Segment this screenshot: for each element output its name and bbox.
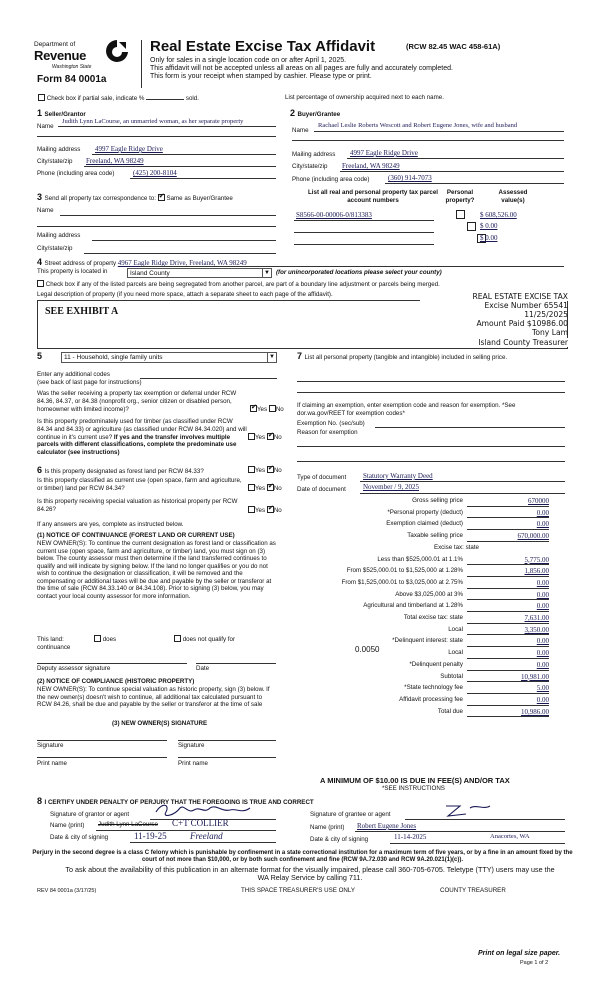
- calc-row-value[interactable]: 7,631.00: [467, 614, 549, 624]
- county-treasurer-label: COUNTY TREASURER: [440, 887, 506, 894]
- timber-question-text: Is this property predominately used for timber (as classified under RCW 84.34 and 84.33) or agriculture (as classified under RCW 84.34.020) and will continue in it's current use?: [37, 418, 247, 441]
- calc-row: [297, 637, 549, 648]
- calc-row: [297, 614, 549, 625]
- section7-label-row: 7 List all personal property (tangible and intangible) included in selling price.: [297, 351, 508, 361]
- chevron-down-icon: ▼: [262, 269, 271, 278]
- if-yes-note: If any answers are yes, complete as instructed below.: [37, 521, 184, 528]
- calc-row: [297, 661, 549, 672]
- reason-label: Reason for exemption: [297, 429, 358, 436]
- q2-no-label: No: [273, 434, 282, 441]
- parcel-number[interactable]: S8566-00-00006-0/813383: [296, 211, 372, 219]
- calc-row-label: *Personal property (deduct): [387, 508, 463, 516]
- current-use-no-label: No: [273, 485, 282, 492]
- header-sub1: Only for sales in a single location code on or after April 1, 2025.: [150, 57, 347, 64]
- personal-property-checkbox-1[interactable]: [456, 210, 465, 219]
- calc-row-value[interactable]: 0.00: [467, 637, 549, 647]
- calc-row-label: Local: [448, 649, 463, 657]
- timber-question: [37, 418, 247, 457]
- dept-line2: Revenue: [34, 48, 87, 63]
- see-back-note: (see back of last page for instructions): [37, 379, 142, 386]
- q1-no-label: No: [275, 406, 284, 413]
- claim-exemption-note: If claiming an exemption, enter exemption code and reason for exemption. *See dor.wa.gov/REET for exemption codes*: [297, 402, 516, 417]
- assessed-value-1[interactable]: $ 608,526.00: [480, 211, 517, 219]
- calc-row-value[interactable]: 5,775.00: [467, 556, 549, 566]
- buyer-phone-value[interactable]: (360) 914-7073: [388, 174, 432, 182]
- calc-row: [297, 626, 549, 637]
- grantor-name-value[interactable]: Judith Lynn LaCourse: [98, 821, 158, 828]
- parcel-heading: List all real and personal property tax parcel account numbers: [308, 189, 438, 204]
- does-not-label: does not qualify for: [182, 636, 236, 643]
- this-land-label: This land:: [37, 636, 64, 643]
- grantor-name-label: Name (print): [50, 822, 85, 829]
- calc-row-value[interactable]: 5.00: [467, 684, 549, 694]
- calc-row-value[interactable]: 10,981.00: [467, 673, 549, 683]
- calc-row: [297, 579, 549, 590]
- ownership-note: List percentage of ownership acquired next to each name.: [285, 94, 444, 101]
- legal-size-note: Print on legal size paper.: [478, 950, 561, 957]
- historic-yes-label: Yes: [255, 507, 266, 514]
- buyer-name-value[interactable]: Rachael Leslie Roberts Wescott and Robert Eugene Jones, wife and husband: [318, 122, 518, 129]
- doc-type-value[interactable]: Statutory Warranty Deed: [363, 472, 433, 480]
- calc-row-value[interactable]: 0.00: [467, 520, 549, 530]
- dor-logo-icon: [104, 38, 130, 66]
- segregated-checkbox[interactable]: [37, 280, 44, 287]
- notice2-heading: (2) NOTICE OF COMPLIANCE (HISTORIC PROPERTY): [37, 678, 195, 685]
- q2-yes-no: [248, 433, 282, 442]
- section4-street-row: 4 Street address of property 4967 Eagle Ridge Drive, Freeland, WA 98249: [37, 257, 247, 267]
- certify-row: 8 I CERTIFY UNDER PENALTY OF PERJURY THAT THE FOREGOING IS TRUE AND CORRECT: [37, 796, 314, 806]
- calc-row-label: Exemption claimed (deduct): [386, 520, 463, 528]
- calc-row: [297, 520, 549, 531]
- q1-yes-checkbox[interactable]: [250, 405, 257, 412]
- street-value[interactable]: 4967 Eagle Ridge Drive, Freeland, WA 98249: [117, 259, 247, 267]
- deputy-signature-label: Deputy assessor signature: [37, 665, 111, 672]
- does-checkbox[interactable]: [94, 635, 101, 642]
- q2-yes-checkbox[interactable]: [248, 433, 255, 440]
- calc-row-value[interactable]: 670,000.00: [467, 532, 549, 542]
- doc-type-label: Type of document: [297, 474, 347, 481]
- seller-phone-value[interactable]: (425) 200-8104: [133, 169, 177, 177]
- calc-row: [297, 684, 549, 695]
- deputy-date-label: Date: [196, 665, 210, 672]
- form-title: Real Estate Excise Tax Affidavit: [150, 38, 376, 55]
- calc-row-value[interactable]: 0.00: [467, 696, 549, 706]
- notice1-body: NEW OWNER(S): To continue the current designation as forest land or classification as current use (open space, farm and agriculture, or timber) land, you must sign on (3) below. The county assessor must then determine if the land transferred continues to qualify and will indicate by signing below. If the land no longer qualifies or you do not wish to continue the designation or classification, it will be removed and the compensating or additional taxes will be due and payable by the seller or transferor at the time of sale (RCW 84.33.140 or 84.34.108). Prior to signing (3) below, you may contact your local county assessor for more information.: [37, 540, 276, 600]
- grantee-city[interactable]: Anacortes, WA: [490, 833, 530, 840]
- seller-mailing-value[interactable]: 4997 Eagle Ridge Drive: [95, 145, 163, 153]
- calc-row-label: *Delinquent interest: state: [392, 637, 463, 645]
- seller-phone-label: Phone (including area code): [37, 170, 115, 177]
- section3-mailing-label: Mailing address: [37, 232, 81, 239]
- excise-stamp: [420, 292, 568, 347]
- q1-yes-label: Yes: [257, 406, 268, 413]
- calc-row-label: Total due: [437, 707, 463, 715]
- calc-row-label: Taxable selling price: [407, 532, 463, 540]
- buyer-phone-label: Phone (including area code): [292, 176, 370, 183]
- seller-city-value[interactable]: Freeland, WA 98249: [86, 157, 144, 165]
- located-label: This property is located in: [37, 268, 108, 275]
- forest-question-row: 6 Is this property designated as forest land per RCW 84.33?: [37, 465, 204, 475]
- buyer-heading: Buyer/Grantee: [297, 111, 341, 118]
- form-rcw: (RCW 82.45 WAC 458-61A): [406, 42, 501, 51]
- partial-sale-label: Check box if partial sale, indicate %: [46, 95, 145, 102]
- land-use-select[interactable]: [61, 352, 277, 363]
- calc-row: [297, 649, 549, 660]
- assessed-value-3[interactable]: $ 0.00: [480, 234, 498, 242]
- forest-question: Is this property designated as forest land per RCW 84.33?: [44, 468, 204, 475]
- q1-yes-no: [250, 405, 284, 414]
- calc-row: [297, 708, 549, 719]
- calc-row: [297, 696, 549, 707]
- alt-format-note: To ask about the availability of this publication in an alternate format for the visually impaired, please call 360-705-6705. Teletype (TTY) users may use the WA Relay Service by calling 711.: [65, 865, 555, 883]
- grantee-date-city-label: Date & city of signing: [310, 836, 369, 843]
- notice3-heading: (3) NEW OWNER(S) SIGNATURE: [112, 720, 208, 727]
- assessed-value-2[interactable]: $ 0.00: [480, 222, 498, 230]
- current-use-no-checkbox[interactable]: [267, 484, 274, 491]
- calc-row-value[interactable]: 0.00: [467, 649, 549, 659]
- partial-sale-sold: sold.: [185, 95, 199, 102]
- buyer-name-label: Name: [292, 127, 309, 134]
- calc-row-value[interactable]: 1,856.00: [467, 567, 549, 577]
- calc-row: [297, 602, 549, 613]
- grantor-date[interactable]: 11-19-25: [134, 831, 167, 841]
- q6a-yes-no: [248, 466, 282, 475]
- calc-row-value[interactable]: 0.00: [467, 579, 549, 589]
- calc-row-label: From $525,000.01 to $1,525,000 at 1.28%: [346, 567, 463, 575]
- historic-question: Is this property receiving special valuation as historical property per RCW 84.26?: [37, 498, 238, 513]
- calc-row: [297, 544, 549, 555]
- does-option: [94, 635, 116, 644]
- buyer-mailing-label: Mailing address: [292, 151, 336, 158]
- exemption-question: Was the seller receiving a property tax exemption or deferral under RCW 84.36, 84.37, or 84.38 (nonprofit org., senior citizen or disabled person, homeowner with limited income)?: [37, 390, 237, 413]
- calc-row: [297, 532, 549, 543]
- q2-yes-label: Yes: [255, 434, 266, 441]
- buyer-mailing-value[interactable]: 4997 Eagle Ridge Drive: [350, 149, 418, 157]
- calc-row-label: Excise tax: state: [433, 543, 479, 551]
- add-codes-label: Enter any additional codes: [37, 371, 110, 378]
- seller-city-label: City/state/zip: [37, 158, 73, 165]
- section7-label: List all personal property (tangible and intangible) included in selling price.: [304, 354, 508, 361]
- partial-sale-checkbox[interactable]: [38, 94, 45, 101]
- calc-row-label: Above $3,025,000 at 3%: [395, 590, 463, 598]
- buyer-city-value[interactable]: Freeland, WA 98249: [342, 162, 400, 170]
- forest-yes-label: Yes: [255, 467, 266, 474]
- stamp-line1: REAL ESTATE EXCISE TAX: [420, 292, 568, 301]
- new-owner-print-label: Print name: [37, 760, 67, 767]
- q2-no-checkbox[interactable]: [267, 433, 274, 440]
- see-instructions: *SEE INSTRUCTIONS: [382, 785, 445, 792]
- same-as-buyer-label: Same as Buyer/Grantee: [166, 195, 233, 202]
- exhibit-text: SEE EXHIBIT A: [45, 306, 119, 317]
- section3-city-label: City/state/zip: [37, 245, 73, 252]
- county-select[interactable]: [127, 268, 272, 278]
- continuance-label: continuance: [37, 644, 71, 651]
- forest-no-label: No: [273, 467, 282, 474]
- unincorp-note: (for unincorporated locations please select your county): [276, 269, 442, 276]
- calc-row: [297, 556, 549, 567]
- dept-line3: Washington State: [52, 64, 92, 70]
- calc-row-value[interactable]: 0.00: [467, 602, 549, 612]
- calc-row-label: Total excise tax: state: [403, 614, 463, 621]
- grantor-city[interactable]: Freeland: [190, 831, 223, 841]
- minimum-due: A MINIMUM OF $10.00 IS DUE IN FEE(S) AND/OR TAX: [320, 776, 510, 785]
- exemption-no-label: Exemption No. (sec/sub): [297, 420, 365, 427]
- notice2-body: NEW OWNER(S): To continue special valuation as historic property, sign (3) below. If the new owner(s) doesn't wish to continue, all additional tax calculated pursuant to RCW 84.26, shall be due and payable by the seller or transferor at the time of sale: [37, 686, 270, 709]
- doc-date-label: Date of document: [297, 486, 346, 493]
- perjury-note: Perjury in the second degree is a class C felony which is punishable by confinement in a state correctional institution for a maximum term of five years, or by a fine in an amount fixed by the court of not more than $10,000, or by both such confinement and fine (RCW 9A.72.030 and RCW 9A.20.021(1)(c)).: [32, 850, 573, 864]
- chevron-down-icon: ▼: [267, 353, 276, 362]
- q1-no-checkbox[interactable]: [269, 405, 276, 412]
- grantor-signature-label: Signature of grantor or agent: [50, 811, 130, 818]
- personal-heading: Personal property?: [445, 189, 475, 204]
- stamp-line3: 11/25/2025: [524, 310, 568, 320]
- grantee-date[interactable]: 11-14-2025: [394, 833, 427, 841]
- segregated-label: Check box if any of the listed parcels are being segregated from another parcel, are part of a boundary line adjustment or parcels being merged.: [45, 281, 440, 288]
- stamp-line5: Tony Lam: [532, 328, 568, 338]
- does-label: does: [102, 636, 117, 643]
- form-number: Form 84 0001a: [37, 74, 107, 85]
- new-owner-signature2-label: Signature: [178, 742, 205, 749]
- grantee-name-label: Name (print): [310, 824, 345, 831]
- calc-row-value[interactable]: 0.00: [467, 661, 549, 671]
- timber-question-note: If yes and the transfer involves multiple parcels with different classifications, complete the predominate use calculator (see instructions): [37, 433, 237, 456]
- local-rate: 0.0050: [355, 645, 380, 654]
- calc-row-label: Agricultural and timberland at 1.28%: [363, 602, 463, 610]
- does-not-option: [174, 635, 235, 644]
- calc-row: [297, 673, 549, 684]
- grantor-date-city-label: Date & city of signing: [50, 834, 109, 841]
- calc-row-label: Subtotal: [440, 672, 463, 680]
- does-not-checkbox[interactable]: [174, 635, 181, 642]
- assessed-heading: Assessed value(s): [498, 189, 528, 204]
- calc-row-label: *Delinquent penalty: [409, 660, 463, 668]
- q6c-yes-no: [248, 506, 282, 515]
- stamp-line6: Island County Treasurer: [420, 338, 568, 347]
- calc-row: [297, 567, 549, 578]
- calc-row-value[interactable]: 10,986.00: [467, 708, 549, 718]
- historic-no-checkbox[interactable]: [267, 506, 274, 513]
- calc-row-value[interactable]: 670000: [467, 497, 549, 507]
- seller-mailing-label: Mailing address: [37, 146, 81, 153]
- forest-yes-checkbox[interactable]: [248, 466, 255, 473]
- segregated-row: [37, 280, 440, 289]
- rev-number: REV 84 0001a (3/17/25): [37, 888, 97, 894]
- seller-heading: Seller/Grantor: [44, 111, 86, 118]
- legal-label: Legal description of property (if you need more space, attach a separate sheet to each page of the affidavit).: [37, 291, 333, 298]
- calc-row-label: *State technology fee: [404, 684, 463, 692]
- calc-row-label: Less than $525,000.01 at 1.1%: [377, 555, 463, 563]
- page-number: Page 1 of 2: [520, 960, 549, 966]
- section3-heading-row: 3 Send all property tax correspondence to: ✔ Same as Buyer/Grantee: [37, 192, 233, 203]
- section3-heading: Send all property tax correspondence to:: [44, 195, 156, 202]
- street-label: Street address of property: [44, 260, 117, 267]
- q6b-yes-no: [248, 484, 282, 493]
- buyer-city-label: City/state/zip: [292, 163, 328, 170]
- grantee-signature-label: Signature of grantee or agent: [310, 811, 391, 818]
- calc-row-value[interactable]: 0.00: [467, 591, 549, 601]
- historic-yes-checkbox[interactable]: [248, 506, 255, 513]
- historic-no-label: No: [273, 507, 282, 514]
- calc-row: [297, 509, 549, 520]
- partial-sale-row: [38, 94, 199, 103]
- calc-row-value[interactable]: 3,350.00: [467, 626, 549, 636]
- section3-name-label: Name: [37, 207, 54, 214]
- calc-row-label: Affidavit processing fee: [399, 695, 463, 703]
- grantee-signature[interactable]: [440, 800, 500, 820]
- stamp-line2: Excise Number 65541: [484, 301, 568, 311]
- county-value: Island County: [130, 270, 170, 277]
- current-use-question: Is this property classified as current use (open space, farm and agriculture, or timber) land per RCW 84.34?: [37, 477, 242, 492]
- seller-name-value[interactable]: Judith Lynn LaCourse, an unmarried woman, as her separate property: [62, 118, 244, 125]
- header-sub3: This form is your receipt when stamped by cashier. Please type or print.: [150, 73, 372, 80]
- dept-line1: Department of: [34, 41, 76, 48]
- same-as-buyer-checkbox[interactable]: [158, 194, 165, 201]
- grantee-name-value[interactable]: Robert Eugene Jones: [357, 822, 417, 830]
- notice1-heading: (1) NOTICE OF CONTINUANCE (FOREST LAND OR CURRENT USE): [37, 532, 235, 539]
- doc-date-value[interactable]: November / 9, 2025: [363, 483, 419, 491]
- grantor-name-handwritten[interactable]: C+T COLLIER: [172, 818, 229, 828]
- new-owner-signature-label: Signature: [37, 742, 64, 749]
- header-sub2: This affidavit will not be accepted unless all areas on all pages are fully and accurately completed.: [150, 65, 453, 72]
- treasurer-use-label: THIS SPACE TREASURER'S USE ONLY: [241, 887, 355, 894]
- current-use-yes-label: Yes: [255, 485, 266, 492]
- calc-row: [297, 497, 549, 508]
- seller-name-label: Name: [37, 123, 54, 130]
- calc-row-label: Gross selling price: [412, 497, 463, 504]
- calc-row: [297, 591, 549, 602]
- calc-row-label: From $1,525,000.01 to $3,025,000 at 2.75%: [341, 578, 463, 586]
- current-use-yes-checkbox[interactable]: [248, 484, 255, 491]
- stamp-line4: Amount Paid $10986.00: [476, 319, 568, 329]
- new-owner-print2-label: Print name: [178, 760, 208, 767]
- forest-no-checkbox[interactable]: [267, 466, 274, 473]
- personal-property-checkbox-2[interactable]: [467, 222, 476, 231]
- certify-heading: I CERTIFY UNDER PENALTY OF PERJURY THAT THE FOREGOING IS TRUE AND CORRECT: [44, 799, 314, 806]
- affidavit-page: Department of Revenue Washington State Form 84 0001a Real Estate Excise Tax Affidavit (RCW 82.45 WAC 458-61A) Only for sales in a single location code on or after April 1, 2025. This affidavit will not be accepted unless all areas on all pages are fully and accurately completed. This form is your receipt when stamped by cashier. Please type or print. Check box if partial sale, indicate % sold. List percentage of ownership acquired next to each name. 1 Seller/Grantor Name Judith Lynn LaCourse, an unmarried woman, as her separate property Mailing address 4997 Eagle Ridge Drive City/state/zip Freeland, WA 98249 Phone (including area code) (425) 200-8104 2 Buyer/Grantee Name Rachael Leslie Roberts Wescott and Robert Eugene Jones, wife and husband Mailing address 4997 Eagle Ridge Drive City/state/zip Freeland, WA 98249 Phone (including area code) (360) 914-7073 3 Send all property tax correspondence to: ✔ Same as Buyer/Grantee Name Mailing address City/state/zip List all real and personal property tax parcel account numbers Personal property? Assessed value(s) S8566-00-00006-0/813383 $ 608,526.00 $ 0.00 $ 0.00 4 Street address of property 4967 Eagle Ridge Drive, Freeland, WA 98249 This property is located in Island County ▼ (for unincorporated locations please select your county) Check box if any of the listed parcels are being segregated from another parcel, are part of a boundary line adjustment or parcels being merged. Legal description of property (if you need more space, attach a separate sheet to each page of the affidavit). SEE EXHIBIT A REAL ESTATE EXCISE TAX Excise Number 65541 11/25/2025 Amount Paid $10986.00 Tony Lam Island County Treasurer 5 11 - Household, single family units ▼ Enter any additional codes (see back of last page for instructions) Was the seller receiving a property tax exemption or deferral under RCW 84.36, 84.37, or 84.38 (nonprofit org., senior citizen or disabled person, homeowner with limited income)? ✔ Yes No Is this property predominately used for timber (as classified under RCW 84.34 and 84.33) or agriculture (as classified under RCW 84.34.020) and will continue in it's current use? If yes and the transfer involves multiple parcels with different classifications, complete the predominate use calculator (see instructions) Yes ✔ No 6 Is this property designated as forest land per RCW 84.33? Yes ✔ No Is this property classified as current use (open space, farm and agriculture, or timber) land per RCW 84.34? Yes ✔ No Is this property receiving special valuation as historical property per RCW 84.26? Yes ✔ No If any answers are yes, complete as instructed below. (1) NOTICE OF CONTINUANCE (FOREST LAND OR CURRENT USE) NEW OWNER(S): To continue the current designation as forest land or classification as current use (open space, farm and agriculture, or timber) land, you must sign on (3) below. The county assessor must then determine if the land transferred continues to qualify and will indicate by signing below. If the land no longer qualifies or you do not wish to continue the designation or classification, it will be removed and the compensating or additional taxes will be due and payable by the seller or transferor at the time of sale (RCW 84.33.140 or 84.34.108). Prior to signing (3) below, you may contact your local county assessor for more information. This land: continuance does does not qualify for Deputy assessor signature Date (2) NOTICE OF COMPLIANCE (HISTORIC PROPERTY) NEW OWNER(S): To continue special valuation as historic property, sign (3) below. If the new owner(s) doesn't wish to continue, all additional tax calculated pursuant to RCW 84.26, shall be due and payable by the seller or transferor at the time of sale (3) NEW OWNER(S) SIGNATURE Signature Signature Print name Print name 7 List all personal property (tangible and intangible) included in selling price. If claiming an exemption, enter exemption code and reason for exemption. *See dor.wa.gov/REET for exemption codes* Exemption No. (sec/sub) Reason for exemption Type of document Statutory Warranty Deed Date of document November / 9, 2025 Gross selling price 670000 *Personal property (deduct) 0.00 Exemption claimed (deduct) 0.00 Taxable selling price 670,000.00 Excise tax: state Less than $525,000.01 at 1.1% 5,775.00 From $525,000.01 to $1,525,000 at 1.28% 1,856.00 From $1,525,000.01 to $3,025,000 at 2.75% 0.00 Above $3,025,000 at 3% 0.00 Agricultural and timberland at 1.28% 0.00 Total excise tax: state 7,631.00 Local 3,350.00 *Delinquent interest: state 0.00 Local 0.00 *Delinquent penalty 0.00 Subtotal 10,981.00 *State technology fee 5.00 Affidavit processing fee 0.00 Total due 10,986.00 0.0050 A MINIMUM OF $10.00 IS DUE IN FEE(S) AND/OR TAX *SEE INSTRUCTIONS 8 I CERTIFY UNDER PENALTY OF PERJURY THAT THE FOREGOING IS TRUE AND CORRECT Signature of grantor or agent Name (print) Judith Lynn LaCourse C+T COLLIER Date & city of signing 11-19-25 Freeland Signature of grantee or agent Name (print) Robert Eugene Jones Date & city of signing 11-14-2025 Anacortes, WA Perjury in the second degree is a class C felony which is punishable by confinement in a state correctional institution for a maximum term of five years, or by a fine in an amount fixed by the court of not more than $10,000, or by both such confinement and fine (RCW 9A.72.030 and RCW 9A.20.021(1)(c)). To ask about the availability of this publication in an alternate format for the visually impaired, please call 360-705-6705. Teletype (TTY) users may use the WA Relay Service by calling 711. REV 84 0001a (3/17/25) THIS SPACE TREASURER'S USE ONLY COUNTY TREASURER Print on legal size paper. Page 1 of 2: [0, 0, 600, 988]
- calc-row-value[interactable]: 0.00: [467, 509, 549, 519]
- land-use-value: 11 - Household, single family units: [64, 354, 163, 361]
- calc-row-label: Local: [448, 625, 463, 633]
